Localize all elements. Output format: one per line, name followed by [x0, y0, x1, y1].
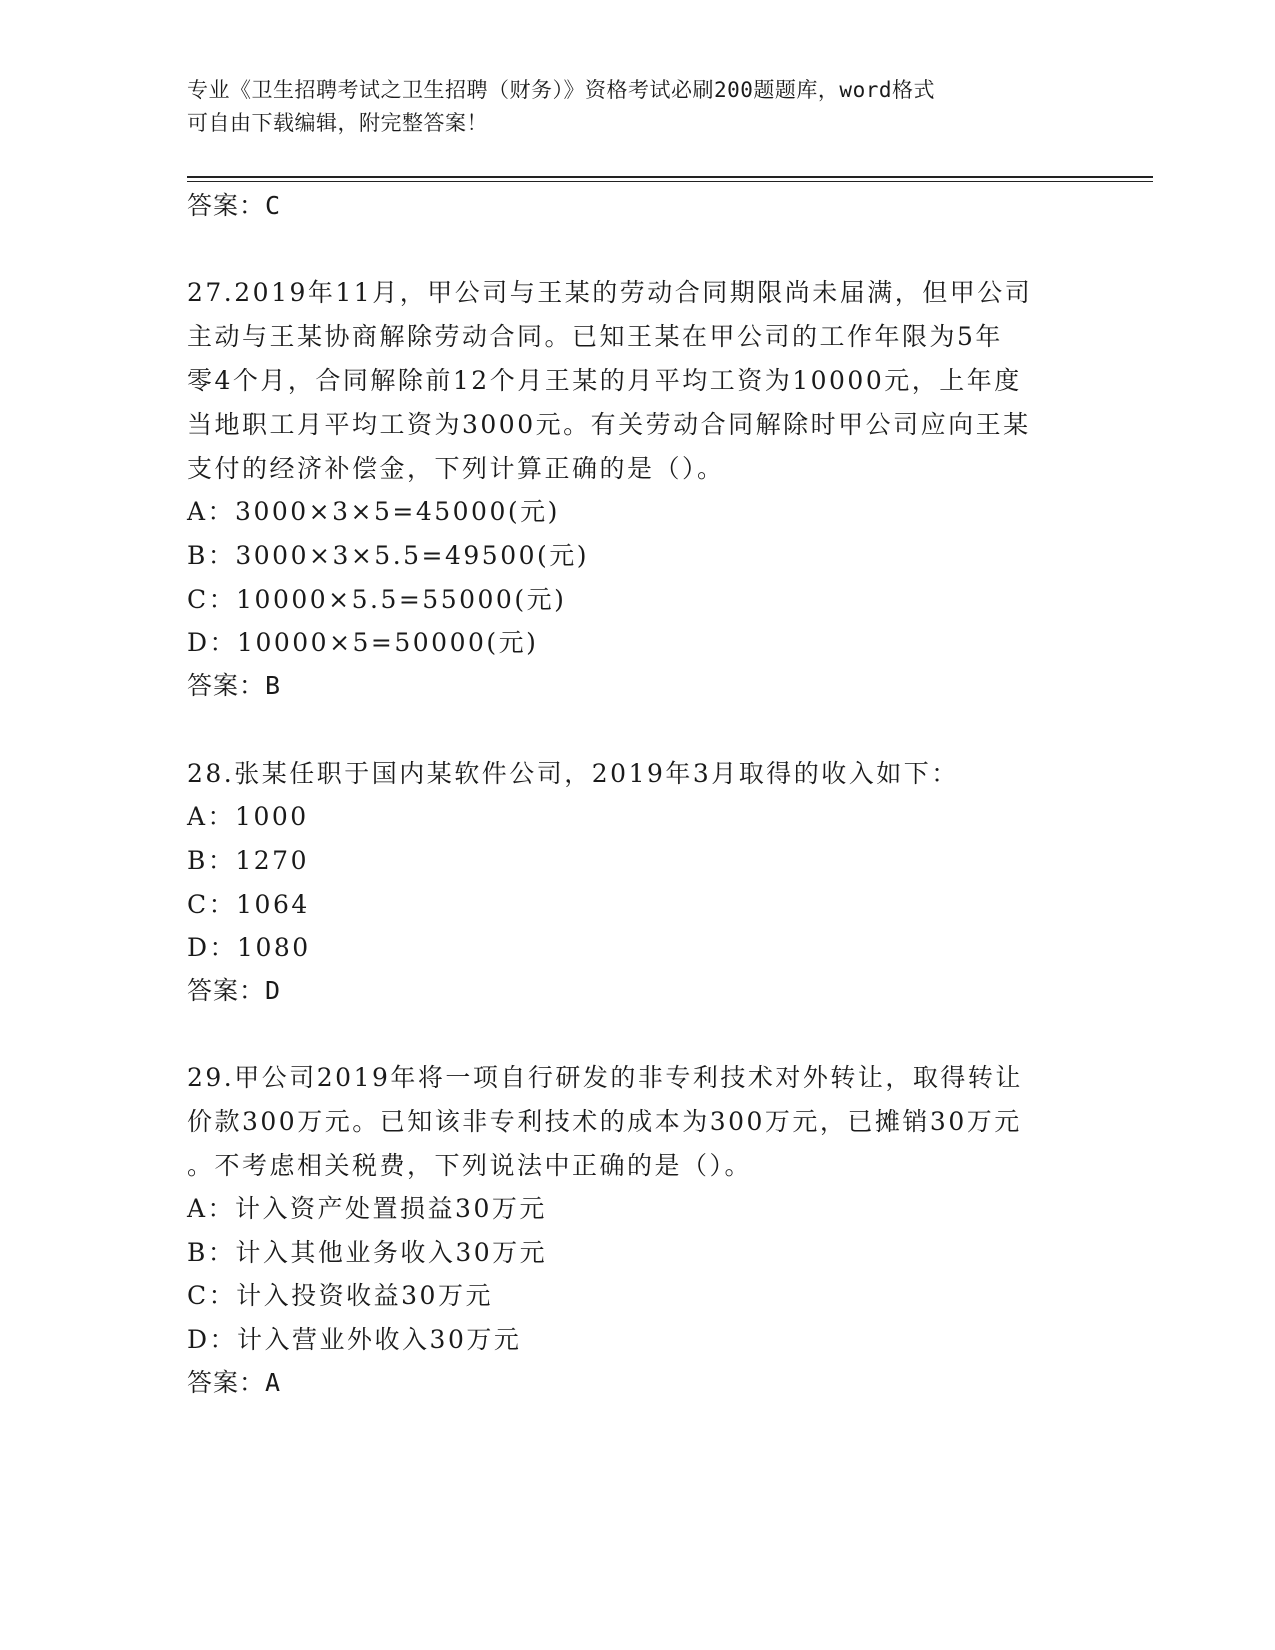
- question-27-answer: 答案：B: [187, 671, 282, 700]
- question-27-option-a: A：3000×3×5=45000(元): [187, 497, 560, 526]
- question-28-option-c: C：1064: [187, 890, 310, 919]
- question-27-option-d: D：10000×5=50000(元): [187, 628, 539, 657]
- question-29-stem-line-1: 29.甲公司2019年将一项自行研发的非专利技术对外转让，取得转让: [187, 1063, 1023, 1092]
- question-28-stem-line-1: 28.张某任职于国内某软件公司，2019年3月取得的收入如下：: [187, 759, 959, 788]
- question-27-stem-line-3: 零4个月，合同解除前12个月王某的月平均工资为10000元，上年度: [187, 366, 1022, 395]
- previous-answer: 答案：C: [187, 191, 282, 220]
- question-29-option-b: B：计入其他业务收入30万元: [187, 1238, 548, 1267]
- question-27-stem-line-5: 支付的经济补偿金，下列计算正确的是（）。: [187, 454, 725, 483]
- question-27-stem-line-2: 主动与王某协商解除劳动合同。已知王某在甲公司的工作年限为5年: [187, 322, 1003, 351]
- question-29-option-d: D：计入营业外收入30万元: [187, 1325, 522, 1354]
- header-line-2: 可自由下载编辑，附完整答案！: [187, 111, 488, 135]
- document-header: [187, 74, 1067, 140]
- question-29-stem-line-3: 。不考虑相关税费，下列说法中正确的是（）。: [187, 1151, 753, 1180]
- question-28-option-b: B：1270: [187, 846, 309, 875]
- header-divider: [187, 176, 1153, 178]
- question-29-option-a: A：计入资产处置损益30万元: [187, 1194, 547, 1223]
- question-27-option-b: B：3000×3×5.5=49500(元): [187, 541, 590, 570]
- question-28-option-a: A：1000: [187, 802, 309, 831]
- question-28-option-d: D：1080: [187, 933, 311, 962]
- question-28-answer: 答案：D: [187, 976, 282, 1005]
- header-line-1: 专业《卫生招聘考试之卫生招聘（财务）》资格考试必刷200题题库，word格式: [187, 78, 935, 102]
- question-29-stem-line-2: 价款300万元。已知该非专利技术的成本为300万元，已摊销30万元: [187, 1107, 1022, 1136]
- question-27-stem-line-1: 27.2019年11月，甲公司与王某的劳动合同期限尚未届满，但甲公司: [187, 278, 1033, 307]
- question-27-option-c: C：10000×5.5=55000(元): [187, 585, 567, 614]
- question-29-answer: 答案：A: [187, 1368, 282, 1397]
- question-27-stem-line-4: 当地职工月平均工资为3000元。有关劳动合同解除时甲公司应向王某: [187, 410, 1031, 439]
- header-divider-thin: [187, 181, 1153, 182]
- question-29-option-c: C：计入投资收益30万元: [187, 1281, 493, 1310]
